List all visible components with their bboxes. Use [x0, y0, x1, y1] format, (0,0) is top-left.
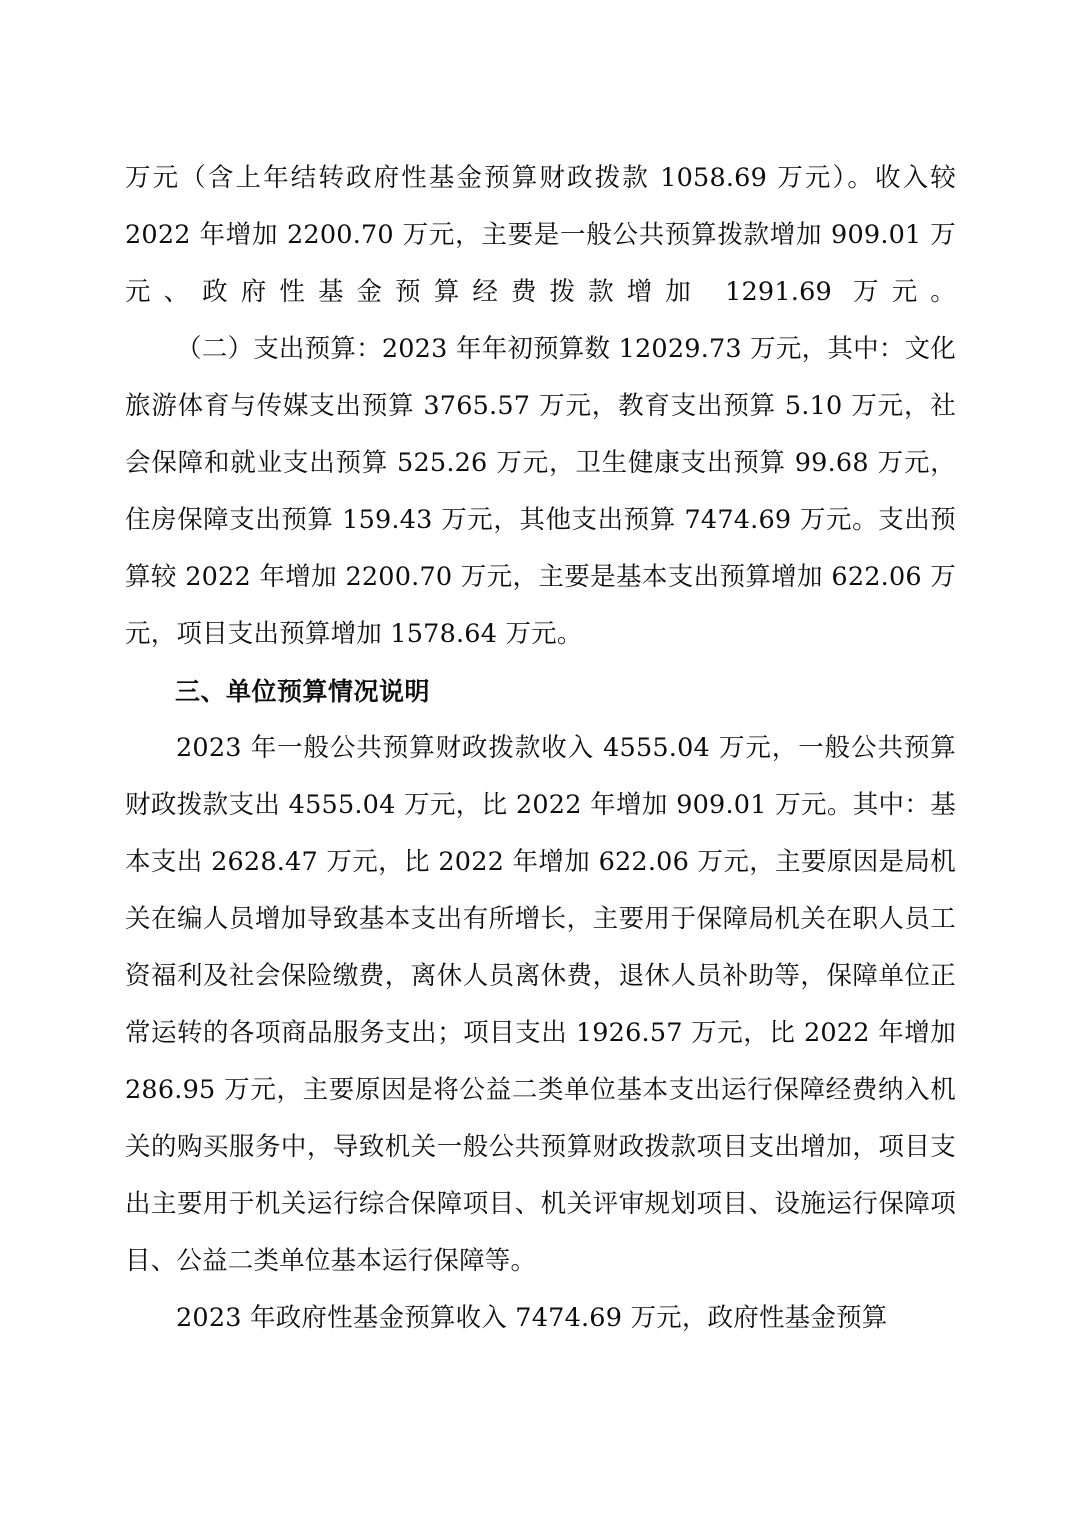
paragraph-expenditure-budget: （二）支出预算：2023 年年初预算数 12029.73 万元，其中：文化旅游体育与传媒支出预算 3765.57 万元，教育支出预算 5.10 万元，社会保障和就业支出预算 525.26 万元，卫生健康支出预算 99.68 万元，住房保障支出预算 159.43 万元，其他支出预算 7474.69 万元。支出预算较 2022 年增加 2200.70 万元，主要是基本支出预算增加 622.06 万元，项目支出预算增加 1578.64 万元。	[125, 334, 956, 649]
paragraph-general-public-budget: 2023 年一般公共预算财政拨款收入 4555.04 万元，一般公共预算财政拨款支出 4555.04 万元，比 2022 年增加 909.01 万元。其中：基本支出 2628.47 万元，比 2022 年增加 622.06 万元，主要原因是局机关在编人员增加导致基本支出有所增长，主要用于保障局机关在职人员工资福利及社会保险缴费，离休人员离休费，退休人员补助等，保障单位正常运转的各项商品服务支出；项目支出 1926.57 万元，比 2022 年增加 286.95 万元，主要原因是将公益二类单位基本支出运行保障经费纳入机关的购买服务中，导致机关一般公共预算财政拨款项目支出增加，项目支出主要用于机关运行综合保障项目、机关评审规划项目、设施运行保障项目、公益二类单位基本运行保障等。	[125, 733, 956, 1276]
document-body	[125, 150, 956, 1347]
paragraph-continuation: 万元（含上年结转政府性基金预算财政拨款 1058.69 万元）。收入较 2022 年增加 2200.70 万元，主要是一般公共预算拨款增加 909.01 万元、政府性基金预算经费拨款增加 1291.69 万元。	[125, 163, 956, 307]
section-heading-three: 三、单位预算情况说明	[175, 677, 431, 706]
paragraph-government-fund-budget: 2023 年政府性基金预算收入 7474.69 万元，政府性基金预算	[176, 1303, 888, 1333]
